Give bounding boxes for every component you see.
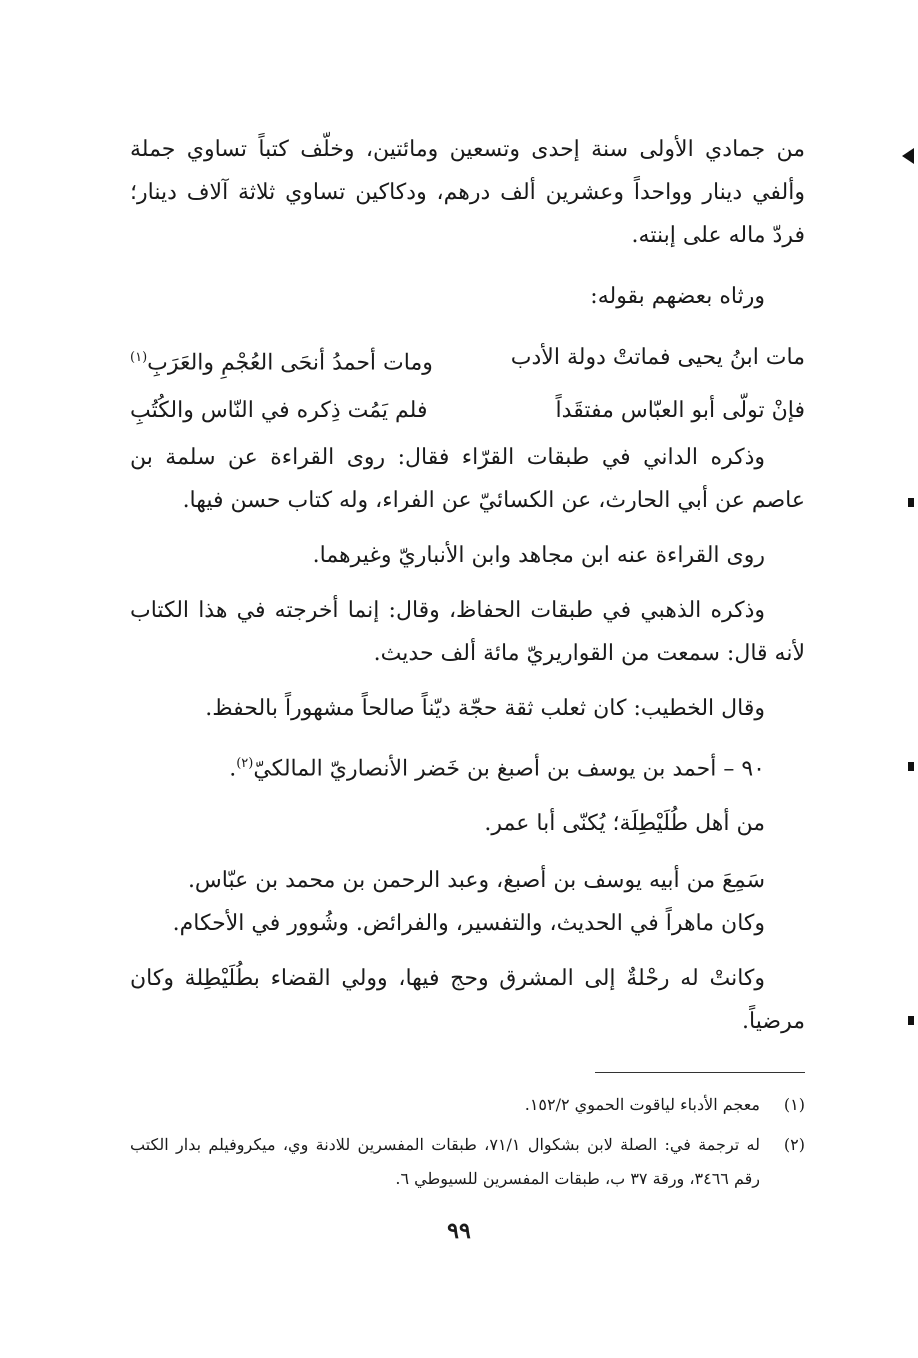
entry-heading-end: . — [229, 756, 237, 782]
opening-block — [130, 128, 805, 318]
footnote-text: معجم الأدباء لياقوت الحموي ١٥٢/٢. — [524, 1095, 760, 1114]
hemistich-first: مات ابنُ يحيى فماتتْ دولة الأدب — [510, 345, 805, 370]
paragraph: من جمادي الأولى سنة إحدى وتسعين ومائتين، وخلّف كتباً تساوي جملة وألفي دينار وواحداً وعشرين ألف درهم، ودكاكين تساوي ثلاثة آلاف دينار؛ فردّ ماله على إبنته. — [130, 137, 805, 248]
paragraph: من أهل طُلَيْطِلَة؛ يُكنّى أبا عمر. — [484, 811, 765, 837]
paragraph: وكانتْ له رحْلةٌ إلى المشرق وحج فيها، وولي القضاء بطُلَيْطِلة وكان مرضياً. — [130, 966, 805, 1035]
poem-verse — [130, 334, 805, 435]
edge-mark — [908, 762, 914, 771]
body-block — [130, 436, 805, 1043]
paragraph: وقال الخطيب: كان ثعلب ثقة حجّة ديّناً صالحاً مشهوراً بالحفظ. — [205, 696, 765, 721]
paragraph: وذكره الذهبي في طبقات الحفاظ، وقال: إنما أخرجته في هذا الكتاب لأنه قال: سمعت من القواريريّ مائة ألف حديث. — [130, 598, 805, 666]
paragraph: سَمِعَ من أبيه يوسف بن أصبغ، وعبد الرحمن بن محمد بن عبّاس. — [187, 868, 765, 894]
hemistich-text: ومات أحمدُ أنحَى العُجْمِ والعَرَبِ — [147, 350, 433, 376]
hemistich-second — [130, 334, 433, 387]
footnotes — [130, 1088, 805, 1202]
footnote-text: له ترجمة في: الصلة لابن بشكوال ٧١/١، طبقات المفسرين للادنة وي، ميكروفيلم بدار الكتب رقم ٣٤٦٦، ورقة ٣٧ ب، طبقات المفسرين للسيوطي ٦. — [130, 1135, 760, 1188]
paragraph: ورثاه بعضهم بقوله: — [590, 284, 765, 309]
hemistich-second: فلم يَمُت ذِكره في النّاس والكُتُبِ — [130, 398, 428, 424]
footnote-number: (١) — [783, 1095, 805, 1114]
hemistich-first: فإنْ تولّى أبو العبّاس مفتقَداً — [555, 398, 805, 424]
footnote-marker: (٢) — [236, 756, 254, 771]
edge-mark — [908, 498, 914, 507]
footnote-marker: (١) — [130, 350, 148, 365]
edge-mark — [908, 1016, 914, 1025]
page-number: ٩٩ — [447, 1218, 471, 1244]
paragraph: وذكره الداني في طبقات القرّاء فقال: روى القراءة عن سلمة بن عاصم عن أبي الحارث، عن الكسائيّ عن الفراء، وله كتاب حسن فيها. — [130, 445, 805, 513]
verse-line — [130, 334, 805, 387]
entry-heading-text: ٩٠ – أحمد بن يوسف بن أصبغ بن خَضر الأنصاريّ المالكيّ — [253, 756, 765, 782]
entry-heading — [130, 742, 805, 790]
footnote-divider — [595, 1072, 805, 1073]
edge-arrow-mark — [902, 148, 914, 164]
paragraph: روى القراءة عنه ابن مجاهد وابن الأنباريّ وغيرهما. — [312, 543, 765, 568]
paragraph: وكان ماهراً في الحديث، والتفسير، والفرائض. وشُوور في الأحكام. — [172, 911, 765, 937]
verse-line — [130, 387, 805, 435]
footnote — [130, 1088, 805, 1122]
footnote-number: (٢) — [783, 1135, 805, 1154]
footnote — [130, 1128, 805, 1196]
